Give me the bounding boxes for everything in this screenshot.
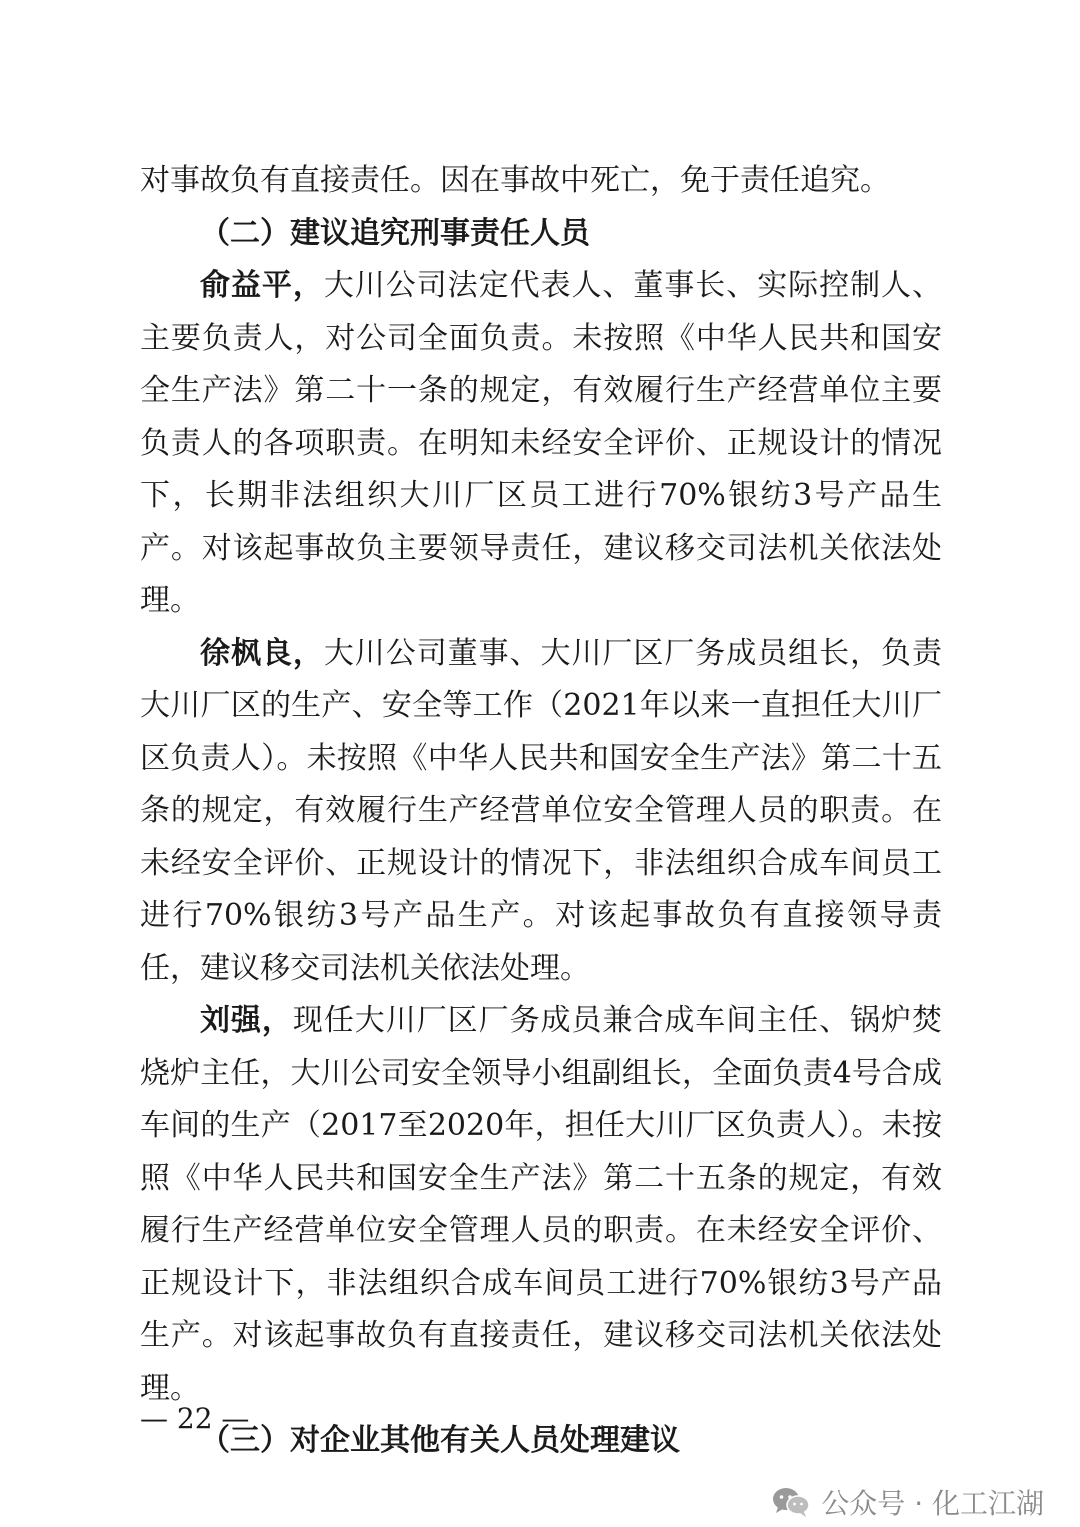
watermark: [771, 1482, 1044, 1522]
wechat-icon: [771, 1486, 811, 1518]
page-number: — 22 —: [140, 1402, 250, 1435]
person-paragraph-1: [140, 260, 942, 628]
section-heading-3: （三）对企业其他有关人员处理建议: [200, 1423, 680, 1458]
section-heading-2: （二）建议追究刑事责任人员: [200, 215, 590, 251]
person-name: 刘强，: [200, 1003, 293, 1038]
continuation-paragraph: 对事故负有直接责任。因在事故中死亡，免于责任追究。: [140, 163, 890, 198]
body-text: [140, 155, 942, 1468]
person-description: 现任大川厂区厂务成员兼合成车间主任、锅炉焚烧炉主任，大川公司安全领导小组副组长，全面负责4号合成车间的生产（2017至2020年，担任大川厂区负责人）。未按照《中华人民共和国安全生产法》第二十五条的规定，有效履行生产经营单位安全管理人员的职责。在未经安全评价、正规设计下，非法组织合成车间员工进行70%银纺3号产品生产。对该起事故负有直接责任，建议移交司法机关依法处理。: [140, 1003, 943, 1406]
person-name: 俞益平，: [200, 268, 324, 303]
person-description: 大川公司法定代表人、董事长、实际控制人、主要负责人，对公司全面负责。未按照《中华人民共和国安全生产法》第二十一条的规定，有效履行生产经营单位主要负责人的各项职责。在明知未经安全评价、正规设计的情况下，长期非法组织大川厂区员工进行70%银纺3号产品生产。对该起事故负主要领导责任，建议移交司法机关依法处理。: [140, 268, 943, 618]
person-description: 大川公司董事、大川厂区厂务成员组长，负责大川厂区的生产、安全等工作（2021年以来一直担任大川厂区负责人）。未按照《中华人民共和国安全生产法》第二十五条的规定，有效履行生产经营单位安全管理人员的职责。在未经安全评价、正规设计的情况下，非法组织合成车间员工进行70%银纺3号产品生产。对该起事故负有直接领导责任，建议移交司法机关依法处理。: [140, 635, 943, 986]
person-paragraph-3: [140, 995, 942, 1415]
person-paragraph-2: [140, 628, 942, 996]
watermark-text: 公众号 · 化工江湖: [821, 1487, 1044, 1520]
person-name: 徐枫良，: [200, 635, 324, 671]
